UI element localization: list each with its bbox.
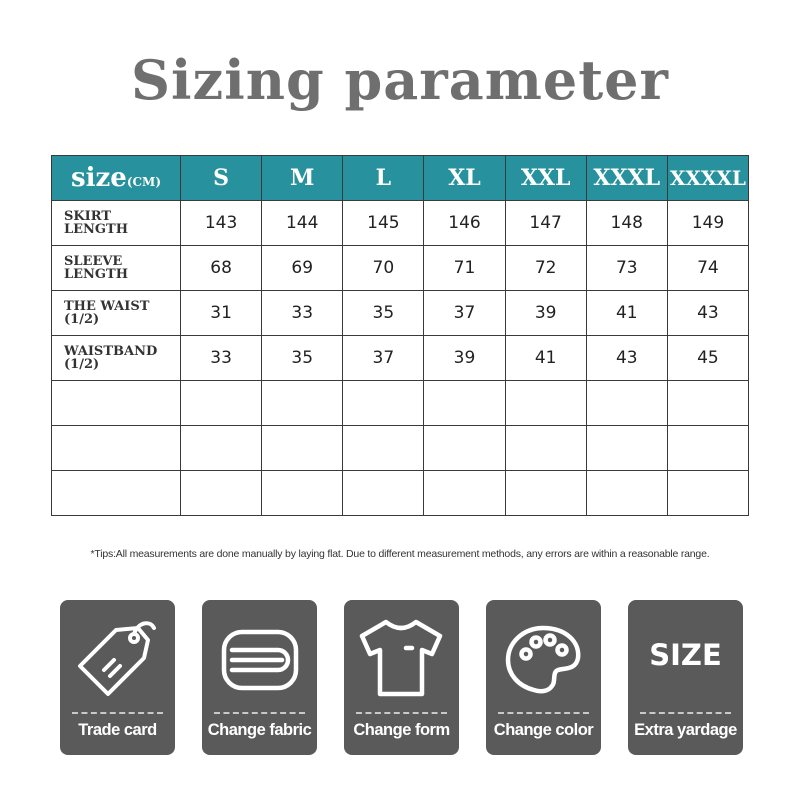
row-label [52,246,181,291]
card-divider [214,712,305,714]
table-cell: 43 [667,291,748,336]
table-row [52,291,749,336]
table-cell: 148 [586,201,667,246]
table-cell: 41 [586,291,667,336]
table-cell: 33 [181,336,262,381]
empty-row [52,381,749,426]
empty-cell [586,381,667,426]
empty-cell [181,471,262,516]
empty-cell [667,381,748,426]
empty-row [52,471,749,516]
tshirt-icon [344,610,459,705]
card-divider [72,712,163,714]
empty-cell [505,426,586,471]
table-cell: 145 [343,201,424,246]
card-divider [498,712,589,714]
palette-icon [486,610,601,705]
table-cell: 147 [505,201,586,246]
table-cell: 37 [343,336,424,381]
table-cell: 35 [262,336,343,381]
empty-cell [343,471,424,516]
table-cell: 146 [424,201,505,246]
row-label-line1: THE WAIST [64,299,150,314]
card-change-form [344,600,459,755]
size-table [51,155,749,516]
card-change-fabric [202,600,317,755]
card-label: Extra yardage [634,721,737,739]
empty-cell [424,471,505,516]
size-header-label: size [70,163,127,193]
table-cell: 72 [505,246,586,291]
row-label-line2: LENGTH [64,267,128,282]
card-divider [640,712,731,714]
empty-cell [262,471,343,516]
empty-cell [262,381,343,426]
card-label: Change fabric [207,721,312,739]
table-header-row [52,156,749,201]
empty-cell [52,426,181,471]
table-cell: 37 [424,291,505,336]
table-cell: 70 [343,246,424,291]
size-text-icon: SIZE [649,638,722,672]
table-cell: 41 [505,336,586,381]
row-label-line2: (1/2) [64,357,100,372]
tips-note: *Tips:All measurements are done manually by laying flat. Due to different measurement methods, any errors are within a reasonable range. [90,548,710,560]
size-header-unit: (CM) [126,175,162,189]
empty-cell [505,471,586,516]
row-label-line1: SLEEVE [64,254,123,269]
feature-cards [60,600,744,755]
table-cell: 143 [181,201,262,246]
empty-cell [343,426,424,471]
table-cell: 149 [667,201,748,246]
table-cell: 71 [424,246,505,291]
size-col-s: S [181,156,262,201]
table-cell: 69 [262,246,343,291]
size-col-l: L [343,156,424,201]
empty-cell [586,471,667,516]
card-label: Change form [353,721,450,739]
table-row [52,201,749,246]
card-divider [356,712,447,714]
table-cell: 35 [343,291,424,336]
row-label-line2: LENGTH [64,222,128,237]
table-cell: 68 [181,246,262,291]
table-cell: 144 [262,201,343,246]
table-cell: 39 [505,291,586,336]
empty-cell [667,426,748,471]
size-col-xxxxl: XXXXL [667,156,748,201]
row-label [52,201,181,246]
empty-cell [667,471,748,516]
empty-cell [262,426,343,471]
empty-cell [343,381,424,426]
table-row [52,336,749,381]
card-extra-yardage [628,600,743,755]
table-cell: 74 [667,246,748,291]
size-col-xxxl: XXXL [586,156,667,201]
size-col-xl: XL [424,156,505,201]
empty-cell [424,426,505,471]
table-cell: 73 [586,246,667,291]
empty-cell [181,426,262,471]
card-label: Trade card [78,721,157,739]
table-cell: 39 [424,336,505,381]
row-label-line1: SKIRT [64,209,112,224]
row-label [52,291,181,336]
page-title: Sizing parameter [131,48,669,112]
row-label [52,336,181,381]
table-cell: 33 [262,291,343,336]
size-header-cell [52,156,181,201]
card-trade-card [60,600,175,755]
row-label-line1: WAISTBAND [64,344,158,359]
row-label-line2: (1/2) [64,312,100,327]
card-label: Change color [493,721,594,739]
table-cell: 43 [586,336,667,381]
empty-cell [52,471,181,516]
empty-row [52,426,749,471]
empty-cell [424,381,505,426]
table-row [52,246,749,291]
card-change-color [486,600,601,755]
table-cell: 45 [667,336,748,381]
empty-cell [586,426,667,471]
size-col-xxl: XXL [505,156,586,201]
empty-cell [52,381,181,426]
empty-cell [181,381,262,426]
empty-cell [505,381,586,426]
price-tag-icon [60,610,175,705]
table-cell: 31 [181,291,262,336]
fabric-roll-icon [202,610,317,705]
size-col-m: M [262,156,343,201]
